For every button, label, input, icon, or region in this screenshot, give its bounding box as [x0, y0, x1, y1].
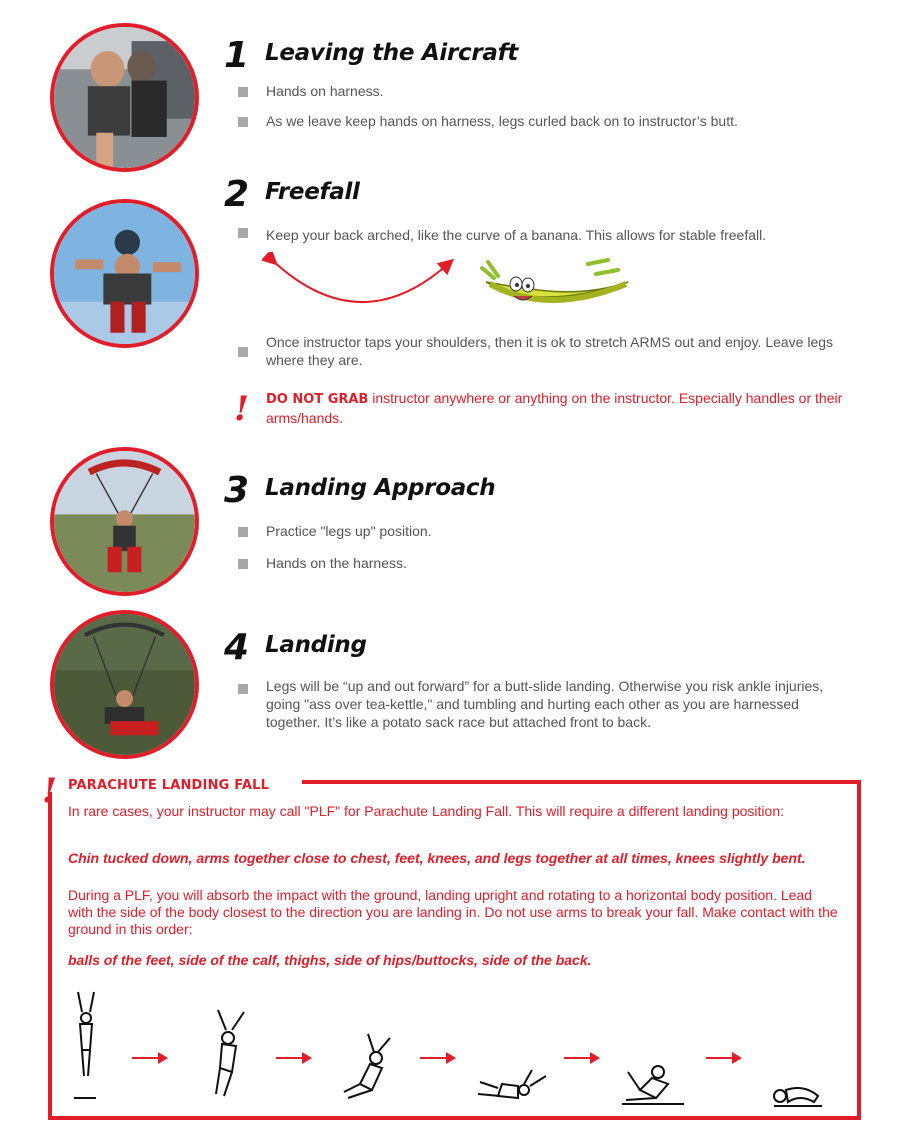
bullet-text: Legs will be “up and out forward” for a butt-slide landing. Otherwise you risk ankle injuries, going "ass over tea-kettle," and tumbling and hurting each other as you are harnessed together. It’s like a potato sack race but attached front to back. [266, 678, 824, 730]
section-title-landing: Landing [265, 632, 367, 658]
bullet-text: Keep your back arched, like the curve of a banana. This allows for stable freefall. [266, 227, 767, 243]
plf-position: Chin tucked down, arms together close to chest, feet, knees, and legs together at all times, knees slightly bent. [68, 850, 806, 866]
photo-freefall [50, 199, 199, 348]
section-title-leaving-aircraft: Leaving the Aircraft [265, 40, 518, 66]
step-number-1: 1 [224, 35, 250, 76]
step-number-3: 3 [224, 470, 250, 511]
plf-figure-5 [618, 1060, 688, 1106]
photo-landing-approach [50, 447, 199, 596]
plf-figure-3 [338, 1030, 400, 1102]
plf-description: During a PLF, you will absorb the impact with the ground, landing upright and rotating to a horizontal body position. Lead with the side of the body closest to the direction you are landing in. Do not use arms to break your fall. Make contact with the ground in this order: [68, 887, 838, 937]
step-number-4: 4 [224, 627, 250, 668]
step-arrow-icon [564, 1052, 600, 1064]
warning-rest: instructor anywhere or anything on the instructor. Especially handles or their arms/hands. [266, 390, 843, 426]
bullet-marker [238, 228, 248, 238]
bullet-text: As we leave keep hands on harness, legs curled back on to instructor’s butt. [266, 113, 738, 129]
plf-title: PARACHUTE LANDING FALL [68, 778, 270, 793]
bullet-marker [238, 527, 248, 537]
bullet-marker [238, 87, 248, 97]
section-title-freefall: Freefall [265, 179, 360, 205]
bullet-text: Practice "legs up" position. [266, 523, 432, 539]
plf-figure-4 [474, 1066, 550, 1106]
photo-landing [50, 610, 199, 759]
warning-exclamation-icon: ! [42, 771, 57, 811]
bullet-marker [238, 347, 248, 357]
plf-figure-6 [770, 1082, 826, 1108]
plf-figure-1 [66, 988, 106, 1104]
plf-figure-2 [204, 1006, 254, 1102]
arch-arrow-icon [262, 252, 458, 308]
step-arrow-icon [420, 1052, 456, 1064]
bullet-marker [238, 559, 248, 569]
step-number-2: 2 [224, 174, 250, 215]
bullet-text: Hands on the harness. [266, 555, 407, 571]
section-title-landing-approach: Landing Approach [265, 475, 496, 501]
warning-exclamation-icon: ! [234, 389, 249, 429]
step-arrow-icon [276, 1052, 312, 1064]
plf-frame [48, 780, 861, 1120]
warning-bold: DO NOT GRAB [266, 392, 369, 407]
bullet-marker [238, 684, 248, 694]
warning-text [266, 389, 861, 427]
plf-contact-order: balls of the feet, side of the calf, thighs, side of hips/buttocks, side of the back. [68, 952, 592, 968]
bullet-text: Once instructor taps your shoulders, then it is ok to stretch ARMS out and enjoy. Leave legs where they are. [266, 334, 834, 368]
step-arrow-icon [132, 1052, 168, 1064]
step-arrow-icon [706, 1052, 742, 1064]
banana-icon [478, 254, 634, 314]
plf-intro: In rare cases, your instructor may call "PLF" for Parachute Landing Fall. This will require a different landing position: [68, 803, 784, 819]
photo-leaving-aircraft [50, 23, 199, 172]
bullet-text: Hands on harness. [266, 83, 384, 99]
bullet-marker [238, 117, 248, 127]
